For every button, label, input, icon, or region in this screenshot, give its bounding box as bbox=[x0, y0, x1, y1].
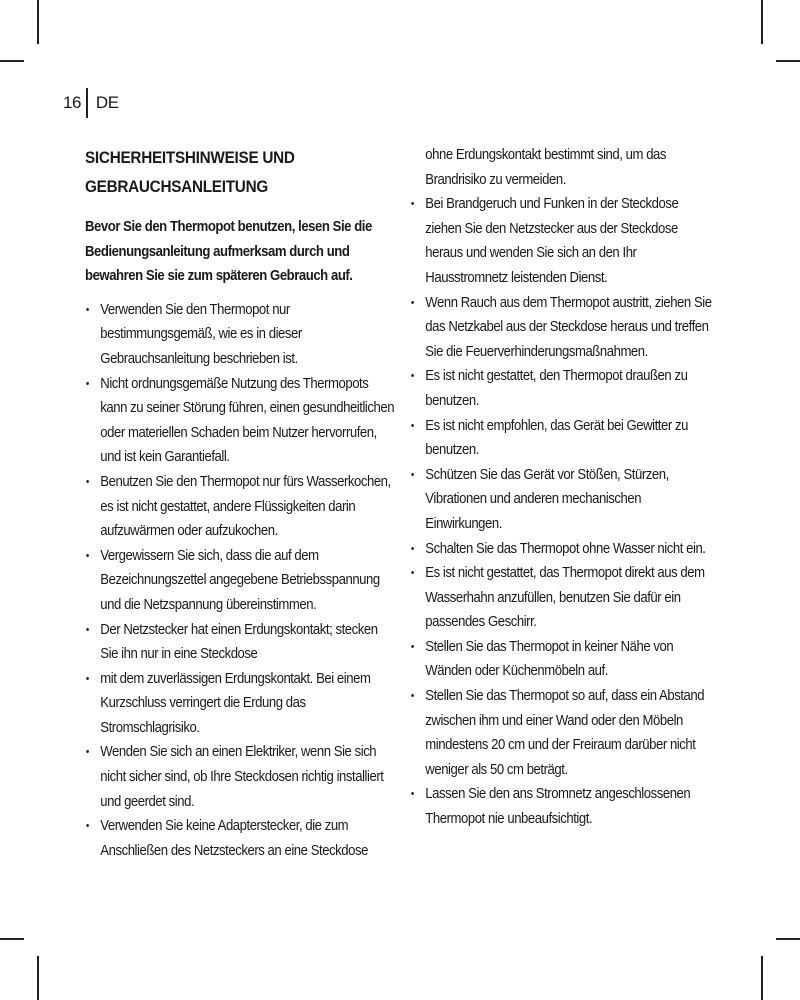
list-item-text: Stellen Sie das Thermopot so auf, dass ein Abstand zwischen ihm und einer Wand oder den Möbeln mindestens 20 cm und der Freiraum darüber nicht weniger als 50 cm beträgt. bbox=[425, 688, 705, 778]
bullet-icon: • bbox=[410, 296, 414, 309]
list-item-text: mit dem zuverlässigen Erdungskontakt. Bei einem Kurzschluss verringert die Erdung das Stromschlagrisiko. bbox=[100, 670, 371, 736]
list-item bbox=[410, 782, 716, 831]
list-item-text: Stellen Sie das Thermopot in keiner Nähe von Wänden oder Küchenmöbeln auf. bbox=[425, 638, 674, 680]
list-item-text: Es ist nicht empfohlen, das Gerät bei Gewitter zu benutzen. bbox=[425, 417, 688, 459]
list-item bbox=[85, 372, 396, 470]
page-number: 16 bbox=[63, 93, 81, 112]
list-item bbox=[410, 537, 716, 562]
crop-mark-bottom-left-horizontal bbox=[0, 938, 24, 940]
left-bullet-list bbox=[85, 298, 396, 864]
bullet-icon: • bbox=[410, 370, 414, 383]
bullet-icon: • bbox=[410, 690, 414, 703]
list-item bbox=[85, 740, 396, 814]
bullet-icon: • bbox=[410, 542, 414, 555]
crop-mark-bottom-left-vertical bbox=[37, 956, 39, 1000]
list-item-text: Schützen Sie das Gerät vor Stößen, Stürzen, Vibrationen und anderen mechanischen Einwirkungen. bbox=[425, 466, 669, 532]
crop-mark-top-right-vertical bbox=[761, 0, 763, 44]
list-item bbox=[410, 463, 716, 537]
list-item bbox=[85, 618, 396, 667]
list-item bbox=[410, 192, 716, 290]
list-item bbox=[85, 667, 396, 741]
crop-mark-bottom-right-vertical bbox=[761, 956, 763, 1000]
list-item-text: Verwenden Sie den Thermopot nur bestimmungsgemäß, wie es in dieser Gebrauchsanleitung beschrieben ist. bbox=[100, 301, 302, 367]
left-column bbox=[85, 143, 396, 863]
list-item-text: Bei Brandgeruch und Funken in der Steckdose ziehen Sie den Netzstecker aus der Steckdose heraus und wenden Sie sich an den Ihr Hausstromnetz leistenden Dienst. bbox=[425, 196, 679, 286]
section-title: SICHERHEITSHINWEISE UND GEBRAUCHSANLEITUNG bbox=[85, 148, 295, 196]
right-bullet-list bbox=[410, 192, 716, 831]
list-item bbox=[85, 298, 396, 372]
header-divider bbox=[86, 88, 88, 118]
bullet-icon: • bbox=[85, 820, 89, 833]
list-item bbox=[410, 635, 716, 684]
list-item bbox=[410, 364, 716, 413]
list-item-text: Lassen Sie den ans Stromnetz angeschlossenen Thermopot nie unbeaufsichtigt. bbox=[425, 786, 691, 828]
list-item-text: Wenden Sie sich an einen Elektriker, wenn Sie sich nicht sicher sind, ob Ihre Steckdosen richtig installiert und geerdet sind. bbox=[100, 744, 384, 810]
bullet-icon: • bbox=[85, 672, 89, 685]
list-item bbox=[410, 684, 716, 782]
page-header bbox=[63, 90, 119, 116]
list-item-text: Verwenden Sie keine Adapterstecker, die zum Anschließen des Netzsteckers an eine Steckdose bbox=[100, 818, 368, 859]
list-item bbox=[410, 561, 716, 635]
bullet-icon: • bbox=[85, 549, 89, 562]
list-item-text: Es ist nicht gestattet, das Thermopot direkt aus dem Wasserhahn anzufüllen, benutzen Sie dafür ein passendes Geschirr. bbox=[425, 565, 705, 631]
crop-mark-bottom-right-horizontal bbox=[776, 938, 800, 940]
bullet-icon: • bbox=[85, 377, 89, 390]
bullet-icon: • bbox=[410, 198, 414, 211]
bullet-icon: • bbox=[85, 475, 89, 488]
list-item-text: Wenn Rauch aus dem Thermopot austritt, ziehen Sie das Netzkabel aus der Steckdose heraus und treffen Sie die Feuerverhinderungsmaßnahmen. bbox=[425, 294, 712, 360]
bullet-icon: • bbox=[410, 567, 414, 580]
bullet-icon: • bbox=[410, 468, 414, 481]
list-item-text: Vergewissern Sie sich, dass die auf dem Bezeichnungszettel angegebene Betriebsspannung und die Netzspannung übereinstimmen. bbox=[100, 547, 380, 613]
bullet-icon: • bbox=[410, 640, 414, 653]
continued-text: ohne Erdungskontakt bestimmt sind, um das Brandrisiko zu vermeiden. bbox=[425, 147, 667, 188]
right-column bbox=[410, 143, 716, 832]
list-item bbox=[85, 470, 396, 544]
list-item bbox=[410, 414, 716, 463]
crop-mark-top-left-vertical bbox=[37, 0, 39, 44]
intro-paragraph: Bevor Sie den Thermopot benutzen, lesen Sie die Bedienungsanleitung aufmerksam durch und bewahren Sie sie zum späteren Gebrauch auf. bbox=[85, 219, 372, 285]
list-item bbox=[85, 544, 396, 618]
list-item-text: Benutzen Sie den Thermopot nur fürs Wasserkochen, es ist nicht gestattet, andere Flüssigkeiten darin aufzuwärmen oder aufzukochen. bbox=[100, 473, 391, 540]
list-item-text: Nicht ordnungsgemäße Nutzung des Thermopots kann zu seiner Störung führen, einen gesundheitlichen oder materiellen Schaden beim Nutzer hervorrufen, und ist kein Garantiefall. bbox=[100, 375, 395, 466]
list-item-text: Der Netzstecker hat einen Erdungskontakt; stecken Sie ihn nur in eine Steckdose bbox=[100, 621, 378, 663]
bullet-icon: • bbox=[410, 419, 414, 432]
list-item bbox=[410, 291, 716, 365]
bullet-icon: • bbox=[85, 623, 89, 636]
bullet-icon: • bbox=[85, 303, 89, 316]
list-item-text: Es ist nicht gestattet, den Thermopot draußen zu benutzen. bbox=[425, 368, 688, 409]
crop-mark-top-right-horizontal bbox=[776, 60, 800, 62]
list-item bbox=[85, 814, 396, 863]
crop-mark-top-left-horizontal bbox=[0, 60, 24, 62]
language-code: DE bbox=[95, 93, 119, 112]
list-item-text: Schalten Sie das Thermopot ohne Wasser nicht ein. bbox=[425, 540, 706, 557]
bullet-icon: • bbox=[85, 746, 89, 759]
bullet-icon: • bbox=[410, 788, 414, 801]
